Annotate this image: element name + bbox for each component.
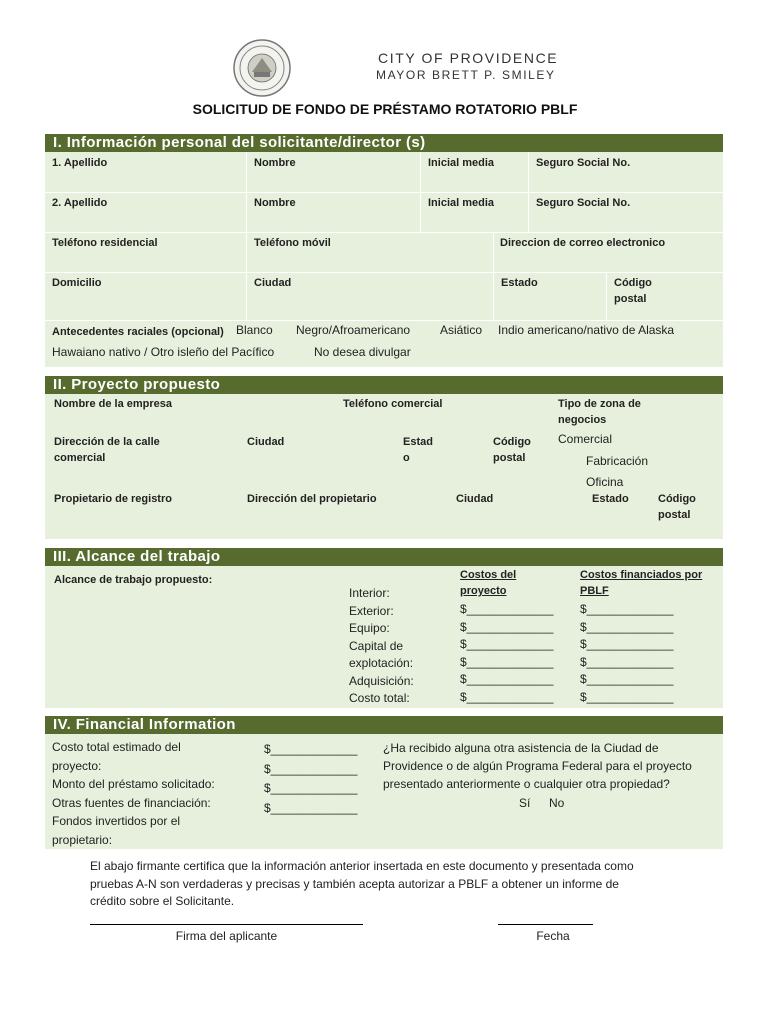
domicilio-label: Domicilio [52,277,102,289]
project-cost-field[interactable]: $_____________ [460,637,554,651]
pblf-cost-fields [580,601,673,706]
costos-pblf-header: Costos financiados por PBLF [580,569,703,597]
race-option-indio[interactable]: Indio americano/nativo de Alaska [498,323,675,337]
alcance-label: Alcance de trabajo propuesto: [54,574,213,586]
otras-fuentes-label: Otras fuentes de financiación: [52,795,211,810]
race-option-blanco[interactable]: Blanco [236,323,273,337]
tipo-zona-label: Tipo de zona de negocios [558,398,641,426]
codigo-postal-3-label: Código postal [658,493,696,521]
cost-item-explotacion: explotación: [349,656,414,670]
financial-field[interactable]: $_____________ [264,800,358,815]
inicial-1-label: Inicial media [428,157,495,169]
project-cost-field[interactable]: $_____________ [460,689,554,704]
racial-label: Antecedentes raciales (opcional) [52,326,224,338]
race-option-no-divulgar[interactable]: No desea divulgar [314,345,411,359]
city-name: CITY OF PROVIDENCE [378,50,559,66]
financial-fields [264,740,357,818]
telefono-comercial-label: Teléfono comercial [343,398,443,410]
pblf-cost-field[interactable]: $_____________ [580,654,674,669]
zone-option-oficina[interactable]: Oficina [586,475,624,489]
pblf-cost-field[interactable]: $_____________ [580,689,674,704]
divider [45,192,723,193]
project-cost-field[interactable]: $_____________ [460,619,554,634]
date-line[interactable] [498,924,593,925]
direccion-calle-label: Dirección de la calle comercial [54,436,160,464]
costos-proyecto-header: Costos del proyecto [460,569,517,597]
codigo-postal-label: Código postal [614,277,652,305]
pblf-cost-field[interactable]: $_____________ [580,602,674,616]
zone-option-fabricacion[interactable]: Fabricación [586,454,649,468]
section-3-header: III. Alcance del trabajo [45,548,723,566]
financial-labels [52,738,215,849]
ssn-2-label: Seguro Social No. [536,197,631,209]
inicial-2-label: Inicial media [428,197,495,209]
ciudad-3-label: Ciudad [456,493,494,505]
cost-item-interior: Interior: [349,586,390,600]
ciudad-2-label: Ciudad [247,436,285,448]
cost-item-total: Costo total: [349,691,410,705]
divider [45,232,723,233]
section-1-header: I. Información personal del solicitante/director (s) [45,134,723,152]
cost-item-equipo: Equipo: [349,621,390,635]
financial-field[interactable]: $_____________ [264,781,358,795]
signature-line[interactable] [90,924,363,925]
project-cost-fields [460,601,553,706]
cost-item-exterior: Exterior: [349,603,394,618]
race-option-asiatico[interactable]: Asiático [440,323,483,337]
divider [420,152,421,232]
city-seal-icon [232,38,292,98]
date-label: Fecha [536,929,570,943]
costo-total-label: Costo total estimado del [52,740,181,754]
pblf-cost-field[interactable]: $_____________ [580,619,674,634]
section-4-header: IV. Financial Information [45,716,723,734]
assistance-no-option[interactable]: No [549,796,565,810]
email-label: Direccion de correo electronico [500,237,666,249]
direccion-propietario-label: Dirección del propietario [247,493,377,505]
mayor-name: MAYOR BRETT P. SMILEY [376,68,556,82]
estado-label: Estado [501,277,538,289]
section-2-header: II. Proyecto propuesto [45,376,723,394]
divider [493,232,494,320]
propietario-label: Propietario de registro [54,493,172,505]
apellido-1-label: 1. Apellido [52,157,108,169]
nombre-2-label: Nombre [254,197,296,209]
pblf-cost-field[interactable]: $_____________ [580,672,674,686]
apellido-2-label: 2. Apellido [52,197,108,209]
divider [606,272,607,320]
estado-3-label: Estado [592,493,629,505]
cost-item-adquisicion: Adquisición: [349,673,414,688]
assistance-question: ¿Ha recibido alguna otra asistencia de la Ciudad de Providence o de algún Programa Federal para el proyecto presentado anteriormente o cualquier otra propiedad? [383,741,692,791]
estado-2-label: Estad o [403,436,433,464]
financial-field[interactable]: $_____________ [264,742,358,756]
empresa-label: Nombre de la empresa [54,398,172,410]
race-option-negro[interactable]: Negro/Afroamericano [296,323,411,337]
race-option-hawaiano[interactable]: Hawaiano nativo / Otro isleño del Pacífico [52,345,275,359]
ssn-1-label: Seguro Social No. [536,157,631,169]
telefono-movil-label: Teléfono móvil [254,237,331,249]
divider [45,320,723,321]
financial-field[interactable]: $_____________ [264,761,358,776]
pblf-cost-field[interactable]: $_____________ [580,637,674,651]
divider [45,272,723,273]
form-title: SOLICITUD DE FONDO DE PRÉSTAMO ROTATORIO PBLF [192,101,578,117]
cost-items-list [349,585,414,708]
nombre-1-label: Nombre [254,157,296,169]
project-cost-field[interactable]: $_____________ [460,602,554,616]
assistance-yes-option[interactable]: Sí [519,796,531,810]
fondos-propietario-label: Fondos invertidos por el [52,814,181,828]
project-cost-field[interactable]: $_____________ [460,672,554,686]
zone-option-comercial[interactable]: Comercial [558,432,613,446]
cost-item-capital: Capital de [349,638,404,653]
fondos-propietario-label-cont: propietario: [52,832,113,847]
ciudad-label: Ciudad [254,277,292,289]
divider [528,152,529,232]
costo-total-label-cont: proyecto: [52,758,102,773]
codigo-postal-2-label: Código postal [493,436,531,464]
project-cost-field[interactable]: $_____________ [460,654,554,669]
certification-text: El abajo firmante certifica que la información anterior insertada en este documento y presentada como pruebas A-N son verdaderas y precisas y también acepta autorizar a PBLF a obtener un informe de crédito sobre el Solicitante. [90,859,634,908]
divider [246,152,247,320]
telefono-residencial-label: Teléfono residencial [52,237,158,249]
signature-label: Firma del aplicante [175,929,278,943]
monto-prestamo-label: Monto del préstamo solicitado: [52,777,215,791]
